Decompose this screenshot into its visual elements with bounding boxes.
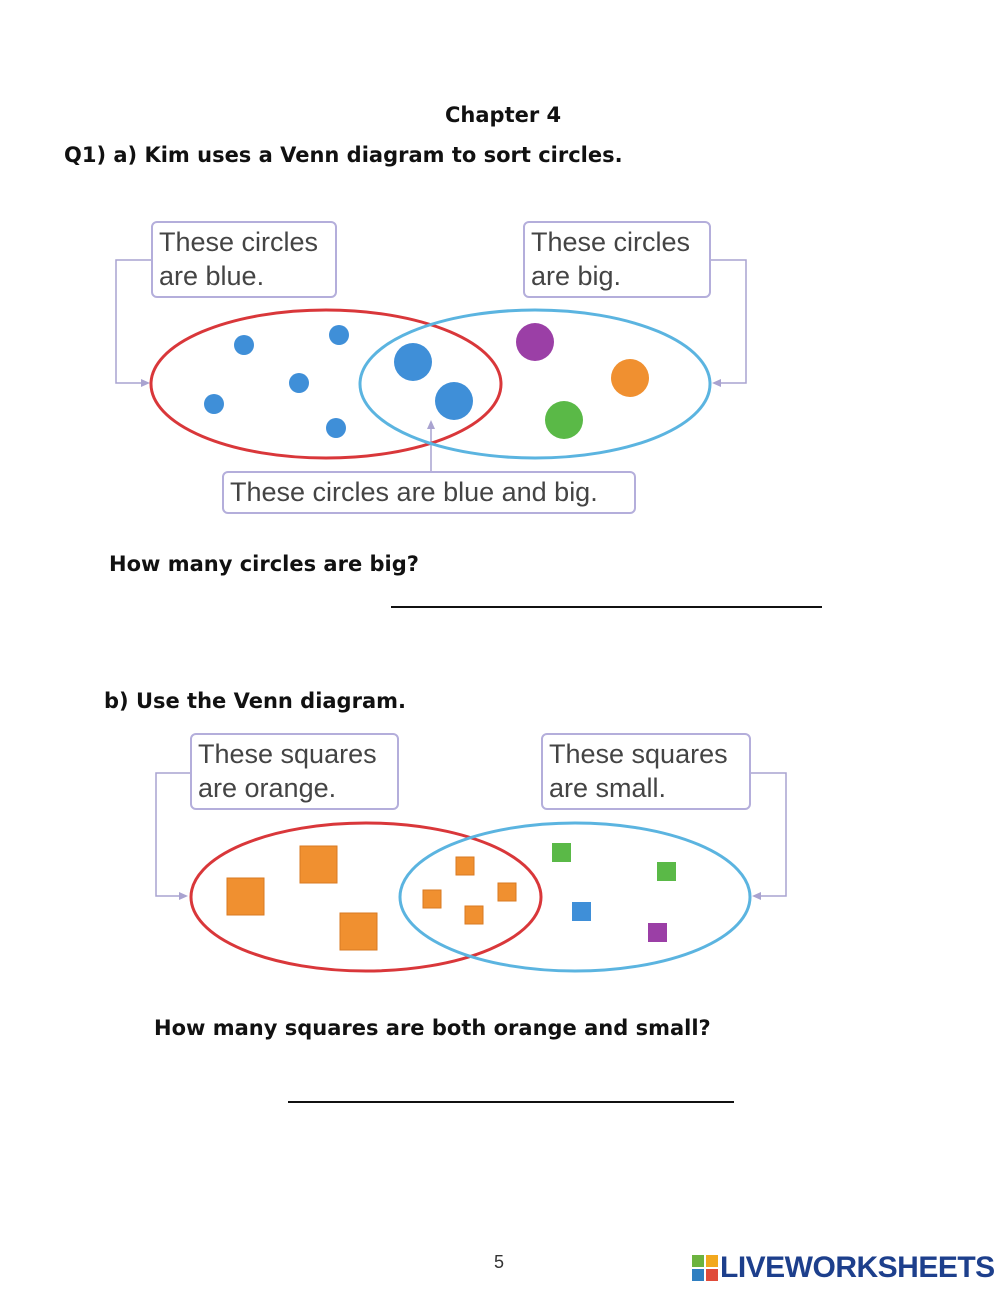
connector-left bbox=[156, 773, 190, 896]
square-small-green bbox=[552, 843, 571, 862]
arrow-left bbox=[179, 892, 188, 900]
logo-text: LIVEWORKSHEETS bbox=[720, 1251, 995, 1284]
q1-label: Q1) bbox=[64, 143, 107, 167]
page-number: 5 bbox=[494, 1252, 505, 1272]
q1b-question: How many squares are both orange and small? bbox=[154, 1016, 711, 1040]
chapter-title: Chapter 4 bbox=[445, 103, 562, 127]
square-big-orange bbox=[340, 913, 377, 950]
square-small-orange bbox=[423, 890, 441, 908]
big-set-label-line2: are big. bbox=[531, 261, 622, 291]
logo-grid-icon bbox=[692, 1255, 718, 1281]
liveworksheets-logo[interactable] bbox=[692, 1251, 995, 1285]
connector-right bbox=[750, 773, 786, 896]
arrow-right bbox=[752, 892, 761, 900]
blue-set-label-line1: These circles bbox=[159, 227, 319, 257]
small-set-ellipse bbox=[400, 823, 750, 971]
q1b-answer-line[interactable] bbox=[288, 1101, 734, 1103]
square-small-orange bbox=[456, 857, 474, 875]
q1b-answer-field[interactable] bbox=[288, 1073, 734, 1099]
square-small-purple bbox=[648, 923, 667, 942]
small-set-label-line2: are small. bbox=[549, 773, 667, 803]
intersection-label: These circles are blue and big. bbox=[222, 471, 636, 514]
blue-set-label-line2: are blue. bbox=[159, 261, 265, 291]
orange-set-label bbox=[190, 733, 399, 810]
q1b-letter: b) bbox=[104, 689, 129, 713]
square-big-orange bbox=[300, 846, 337, 883]
square-small-green bbox=[657, 862, 676, 881]
square-big-orange bbox=[227, 878, 264, 915]
small-set-label bbox=[541, 733, 751, 810]
q1a-question: How many circles are big? bbox=[109, 552, 419, 576]
small-set-label-line1: These squares bbox=[549, 739, 728, 769]
q1b-text: Use the Venn diagram. bbox=[135, 689, 406, 713]
q1a-prompt: a) Kim uses a Venn diagram to sort circles. bbox=[113, 143, 623, 167]
orange-set-label-line2: are orange. bbox=[198, 773, 337, 803]
orange-set-label-line1: These squares bbox=[198, 739, 377, 769]
square-small-blue bbox=[572, 902, 591, 921]
square-small-orange bbox=[465, 906, 483, 924]
big-set-label-line1: These circles bbox=[531, 227, 691, 257]
square-small-orange bbox=[498, 883, 516, 901]
